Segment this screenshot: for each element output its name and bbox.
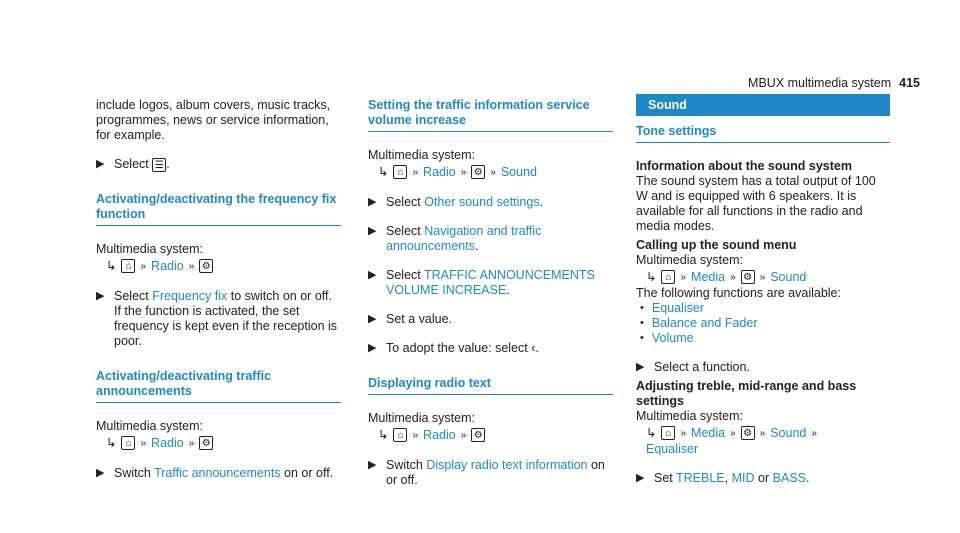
step-text: Select xyxy=(114,157,149,171)
menu-path xyxy=(96,434,341,452)
settings-icon: ⚙ xyxy=(741,270,755,284)
column-3 xyxy=(636,98,890,486)
chevron-icon: » xyxy=(811,427,817,439)
step-arrow-icon: ▶ xyxy=(96,158,105,170)
step-navigation: ▶ Select Navigation and traffic announcements. xyxy=(368,224,542,253)
section-heading-traffic: Activating/deactivating traffic announcements xyxy=(96,369,341,403)
home-icon: ⌂ xyxy=(661,270,675,284)
settings-icon: ⚙ xyxy=(741,426,755,440)
chevron-icon: » xyxy=(188,260,195,272)
page-number: 415 xyxy=(899,76,920,90)
list-item xyxy=(636,316,890,331)
step-adopt: ▶ To adopt the value: select ‹. xyxy=(368,341,539,355)
column-2 xyxy=(368,98,613,488)
path-arrow-icon: ↳ xyxy=(378,427,389,442)
step-other-sound: ▶ Select Other sound settings. xyxy=(368,195,544,209)
path-arrow-icon: ↳ xyxy=(106,435,117,450)
step-arrow-icon: ▶ xyxy=(368,342,377,354)
balance-fader-link[interactable]: Balance and Fader xyxy=(651,316,758,330)
subheading-calling: Calling up the sound menu xyxy=(636,238,797,252)
multimedia-label: Multimedia system: xyxy=(636,409,743,423)
section-heading-volume-increase: Setting the traffic information service volume increase xyxy=(368,98,613,132)
path-radio[interactable]: Radio xyxy=(151,258,184,273)
navigation-link[interactable]: Navigation and traffic announcements xyxy=(386,224,542,253)
home-icon: ⌂ xyxy=(393,165,407,179)
other-sound-link[interactable]: Other sound settings xyxy=(424,195,540,209)
multimedia-label: Multimedia system: xyxy=(96,242,203,256)
chevron-icon: » xyxy=(730,271,736,283)
chevron-icon: » xyxy=(412,166,419,178)
step-arrow-icon: ▶ xyxy=(368,196,377,208)
path-radio[interactable]: Radio xyxy=(423,427,456,442)
chevron-icon: » xyxy=(140,260,147,272)
home-icon: ⌂ xyxy=(121,259,135,273)
step-arrow-icon: ▶ xyxy=(368,313,377,325)
path-arrow-icon: ↳ xyxy=(646,425,657,440)
path-arrow-icon: ↳ xyxy=(646,269,657,284)
list-item xyxy=(636,331,890,346)
section-heading-frequency-fix: Activating/deactivating the frequency fix function xyxy=(96,192,341,226)
step-arrow-icon: ▶ xyxy=(368,225,377,237)
settings-icon: ⚙ xyxy=(199,436,213,450)
home-icon: ⌂ xyxy=(121,436,135,450)
path-arrow-icon: ↳ xyxy=(378,164,389,179)
chevron-icon: » xyxy=(759,427,766,439)
back-icon: ‹ xyxy=(531,341,536,355)
menu-path xyxy=(636,424,890,442)
header-title: MBUX multimedia system xyxy=(748,76,892,90)
settings-icon: ⚙ xyxy=(471,428,485,442)
functions-intro: The following functions are available: xyxy=(636,286,841,300)
path-media[interactable]: Media xyxy=(691,269,726,284)
settings-icon: ⚙ xyxy=(471,165,485,179)
section-heading-tone: Tone settings xyxy=(636,124,890,143)
path-radio[interactable]: Radio xyxy=(423,164,456,179)
bullet-icon: • xyxy=(640,317,644,329)
settings-icon: ⚙ xyxy=(199,259,213,273)
chevron-icon: » xyxy=(680,427,687,439)
subheading-adjusting: Adjusting treble, mid-range and bass settings xyxy=(636,379,857,408)
path-radio[interactable]: Radio xyxy=(151,435,184,450)
list-item xyxy=(636,301,890,316)
multimedia-label: Multimedia system: xyxy=(368,148,475,162)
chevron-icon: » xyxy=(412,429,419,441)
multimedia-label: Multimedia system: xyxy=(636,253,743,267)
path-sound[interactable]: Sound xyxy=(770,425,807,440)
chevron-icon: » xyxy=(680,271,687,283)
menu-path xyxy=(368,163,613,181)
step-arrow-icon: ▶ xyxy=(636,361,645,373)
path-sound[interactable]: Sound xyxy=(500,164,537,179)
chevron-icon: » xyxy=(730,427,736,439)
chevron-icon: » xyxy=(759,271,766,283)
chevron-icon: » xyxy=(188,437,195,449)
path-arrow-icon: ↳ xyxy=(106,258,117,273)
chevron-icon: » xyxy=(490,166,496,178)
step-set-eq: ▶ Set TREBLE, MID or BASS. xyxy=(636,471,810,485)
step-frequency-fix: ▶ Select Frequency fix to switch on or off. If the function is activated, the set frequency is kept even if the reception is poor. xyxy=(96,289,338,348)
step-select-function: ▶ Select a function. xyxy=(636,360,750,374)
sound-section-bar: Sound xyxy=(636,94,890,116)
page-header xyxy=(748,76,920,90)
mid-link[interactable]: MID xyxy=(731,471,755,485)
step-arrow-icon: ▶ xyxy=(96,290,105,302)
chevron-icon: » xyxy=(460,166,467,178)
step-set-value: ▶ Set a value. xyxy=(368,312,453,326)
chevron-icon: » xyxy=(140,437,147,449)
menu-path xyxy=(636,268,890,286)
frequency-fix-link[interactable]: Frequency fix xyxy=(152,289,228,303)
home-icon: ⌂ xyxy=(393,428,407,442)
radio-text-link[interactable]: Display radio text information xyxy=(426,458,588,472)
section-heading-radio-text: Displaying radio text xyxy=(368,376,613,395)
multimedia-label: Multimedia system: xyxy=(96,419,203,433)
step-traffic: ▶ Switch Traffic announcements on or off. xyxy=(96,466,334,480)
menu-path xyxy=(96,257,341,275)
step-arrow-icon: ▶ xyxy=(368,459,377,471)
chevron-icon: » xyxy=(460,429,467,441)
path-equaliser[interactable]: Equaliser xyxy=(646,442,699,456)
path-sound[interactable]: Sound xyxy=(770,269,807,284)
step-volume-increase: ▶ Select TRAFFIC ANNOUNCEMENTS VOLUME INCREASE. xyxy=(368,268,595,297)
bullet-icon: • xyxy=(640,302,644,314)
bullet-icon: • xyxy=(640,332,644,344)
column-1 xyxy=(96,98,341,481)
intro-text: include logos, album covers, music tracks, programmes, news or service information, for example. xyxy=(96,98,331,142)
bass-link[interactable]: BASS xyxy=(772,471,806,485)
multimedia-label: Multimedia system: xyxy=(368,411,475,425)
step-arrow-icon: ▶ xyxy=(368,269,377,281)
volume-link[interactable]: Volume xyxy=(651,331,694,345)
menu-path xyxy=(368,426,613,444)
subheading-info: Information about the sound system xyxy=(636,159,852,173)
step-select-list: ▶ Select ☰ . xyxy=(96,157,170,171)
equaliser-link[interactable]: Equaliser xyxy=(651,301,704,315)
info-paragraph: The sound system has a total output of 100 W and is equipped with 6 speakers. It is available for all functions in the radio and media modes. xyxy=(636,174,876,233)
step-radio-text: ▶ Switch Display radio text information on or off. xyxy=(368,458,605,487)
traffic-link[interactable]: Traffic announcements xyxy=(154,466,281,480)
volume-increase-link[interactable]: TRAFFIC ANNOUNCEMENTS VOLUME INCREASE xyxy=(386,268,595,297)
path-media[interactable]: Media xyxy=(691,425,726,440)
step-arrow-icon: ▶ xyxy=(96,467,105,479)
list-icon: ☰ xyxy=(152,158,166,172)
home-icon: ⌂ xyxy=(661,426,675,440)
step-arrow-icon: ▶ xyxy=(636,472,645,484)
treble-link[interactable]: TREBLE xyxy=(676,471,725,485)
